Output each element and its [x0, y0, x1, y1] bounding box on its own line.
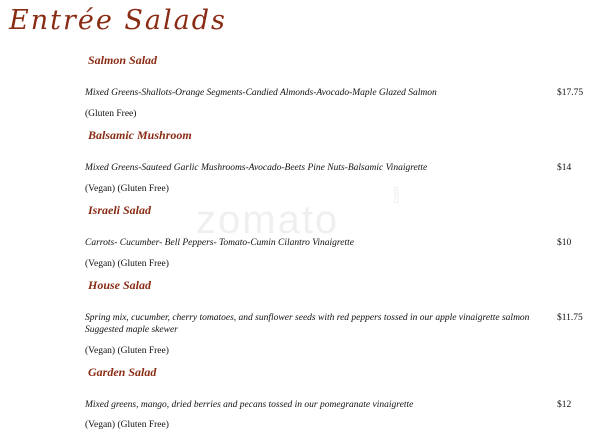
- page-title: Entrée Salads: [9, 5, 227, 36]
- item-price: $10: [557, 238, 572, 248]
- item-description: Mixed Greens-Sauteed Garlic Mushrooms-Avocado-Beets Pine Nuts-Balsamic Vinaigrette: [85, 163, 428, 173]
- item-tags: (Vegan) (Gluten Free): [85, 420, 169, 430]
- item-description: Spring mix, cucumber, cherry tomatoes, and sunflower seeds with red peppers tossed in our apple vinaigrette salmon Suggested maple skewer: [85, 313, 530, 335]
- item-name: Salmon Salad: [88, 53, 158, 67]
- item-description: Carrots- Cucumber- Bell Peppers- Tomato-Cumin Cilantro Vinaigrette: [85, 238, 354, 248]
- item-name: Israeli Salad: [88, 203, 152, 217]
- item-tags: (Gluten Free): [85, 109, 137, 119]
- item-name: Garden Salad: [88, 365, 157, 379]
- item-name: House Salad: [88, 278, 152, 292]
- item-name: Balsamic Mushroom: [88, 128, 192, 142]
- item-tags: (Vegan) (Gluten Free): [85, 346, 169, 356]
- item-price: $14: [557, 163, 572, 173]
- watermark: zomato: [196, 198, 340, 242]
- item-price: $17.75: [557, 88, 584, 98]
- item-tags: (Vegan) (Gluten Free): [85, 259, 169, 269]
- item-description: Mixed Greens-Shallots-Orange Segments-Candied Almonds-Avocado-Maple Glazed Salmon: [85, 88, 437, 98]
- watermark-suffix: .com: [391, 186, 401, 206]
- item-tags: (Vegan) (Gluten Free): [85, 184, 169, 194]
- item-description: Mixed greens, mango, dried berries and pecans tossed in our pomegranate vinaigrette: [85, 400, 414, 410]
- item-price: $11.75: [557, 313, 583, 323]
- item-price: $12: [557, 400, 572, 410]
